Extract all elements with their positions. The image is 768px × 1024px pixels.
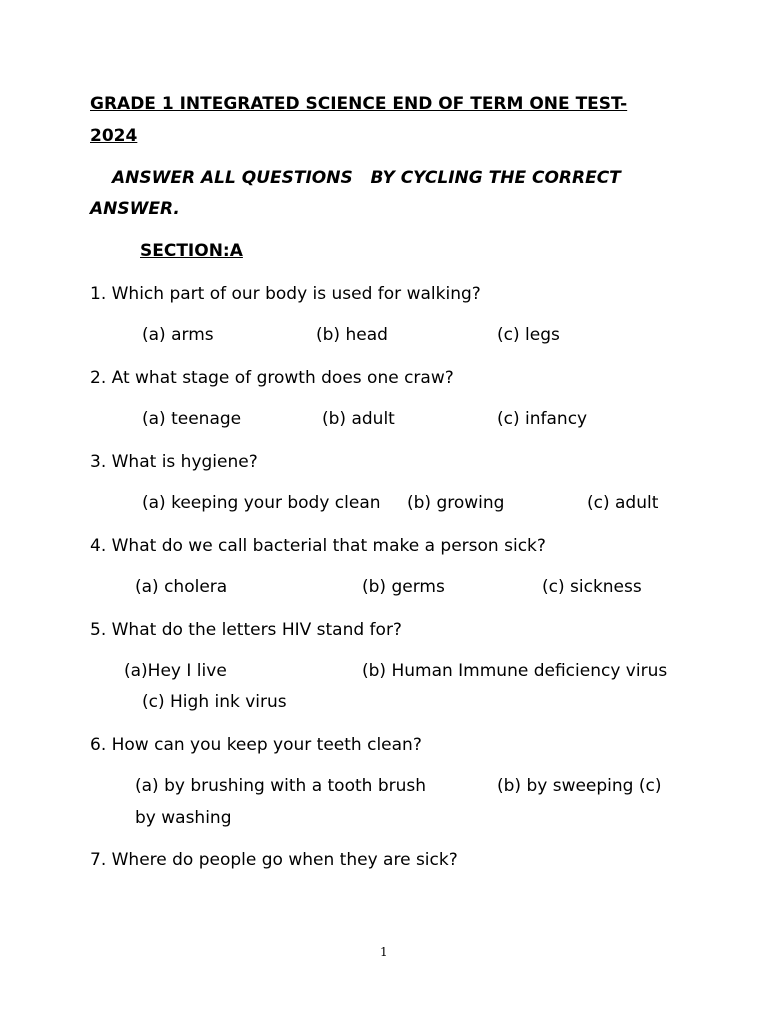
- q6-option-b: (b) by sweeping (c): [497, 776, 662, 796]
- page-title: GRADE 1 INTEGRATED SCIENCE END OF TERM ONE TEST-: [90, 94, 628, 114]
- q6-option-c: by washing: [135, 808, 232, 828]
- q6-option-a: (a) by brushing with a tooth brush: [135, 776, 427, 796]
- q2-option-a: (a) teenage: [142, 409, 242, 429]
- q5-option-c: (c) High ink virus: [142, 692, 287, 712]
- q4-option-c: (c) sickness: [542, 577, 642, 597]
- q3-option-a: (a) keeping your body clean: [142, 493, 381, 513]
- question-2: 2. At what stage of growth does one craw?: [90, 368, 454, 388]
- instructions: ANSWER ALL QUESTIONS BY CYCLING THE CORRECT: [112, 168, 621, 188]
- instructions-continued: ANSWER.: [90, 199, 180, 219]
- question-4: 4. What do we call bacterial that make a person sick?: [90, 536, 546, 556]
- page-number: 1: [380, 945, 388, 959]
- question-7: 7. Where do people go when they are sick?: [90, 850, 458, 870]
- q4-option-b: (b) germs: [362, 577, 445, 597]
- q2-option-b: (b) adult: [322, 409, 395, 429]
- question-5: 5. What do the letters HIV stand for?: [90, 620, 402, 640]
- q1-option-c: (c) legs: [497, 325, 560, 345]
- section-heading: SECTION:A: [140, 241, 243, 261]
- q3-option-c: (c) adult: [587, 493, 659, 513]
- page-title-year: 2024: [90, 126, 138, 146]
- q5-option-a: (a)Hey I live: [124, 661, 227, 681]
- question-1: 1. Which part of our body is used for walking?: [90, 284, 481, 304]
- q2-option-c: (c) infancy: [497, 409, 588, 429]
- q1-option-a: (a) arms: [142, 325, 214, 345]
- question-6: 6. How can you keep your teeth clean?: [90, 735, 422, 755]
- q1-option-b: (b) head: [316, 325, 388, 345]
- question-3: 3. What is hygiene?: [90, 452, 258, 472]
- q5-option-b: (b) Human Immune deficiency virus: [362, 661, 668, 681]
- q3-option-b: (b) growing: [407, 493, 505, 513]
- q4-option-a: (a) cholera: [135, 577, 228, 597]
